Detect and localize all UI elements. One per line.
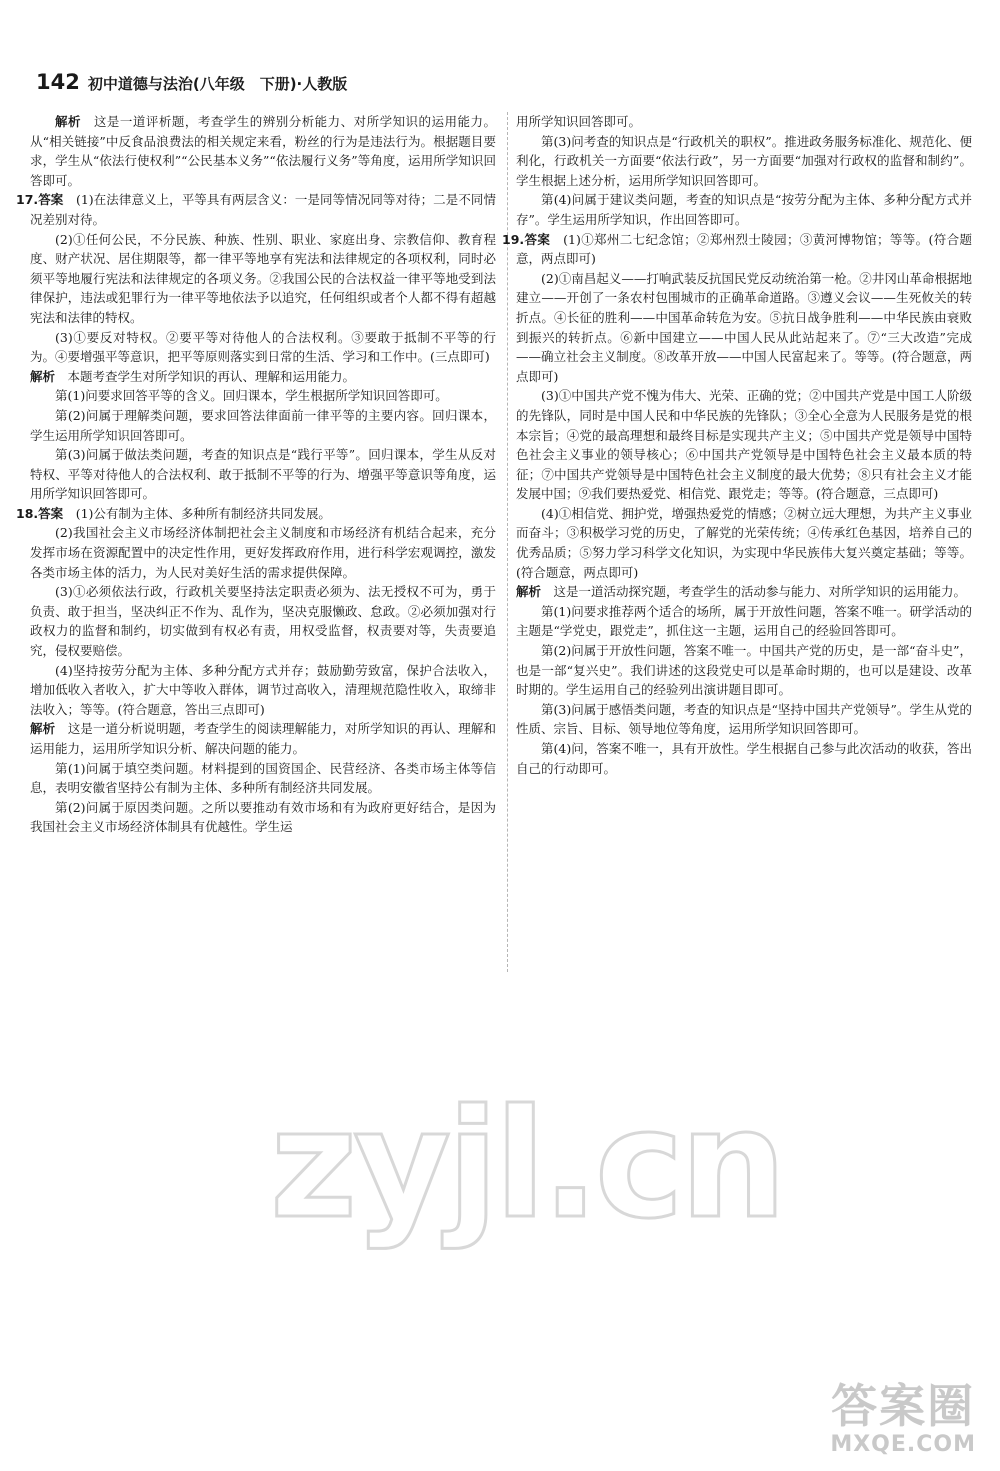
answer-18-heading bbox=[16, 504, 496, 524]
analysis-19-q1: 第(1)问要求推荐两个适合的场所，属于开放性问题，答案不唯一。研学活动的主题是“学党史，跟党走”，抓住这一主题，运用自己的经验回答即可。 bbox=[516, 603, 972, 639]
analysis-17-q3: 第(3)问属于做法类问题，考查的知识点是“践行平等”。回归课本，学生从反对特权、平等对待他人的合法权利、敢于抵制不平等的行为、增强平等意识等角度，运用所学知识回答即可。 bbox=[30, 447, 496, 502]
analysis-label: 解析 bbox=[516, 584, 542, 600]
answer-18-part1: (1)公有制为主体、多种所有制经济共同发展。 bbox=[75, 505, 331, 521]
analysis-17-heading bbox=[30, 367, 496, 387]
page-number: 142 bbox=[36, 70, 80, 94]
corner-watermark-url: MXQE.COM bbox=[830, 1432, 976, 1457]
analysis-18-q2: 第(2)问属于原因类问题。之所以要推动有效市场和有为政府更好结合，是因为我国社会主义市场经济体制具有优越性。学生运 bbox=[30, 799, 496, 835]
answer-label: 答案 bbox=[38, 505, 64, 521]
analysis-19-intro: 这是一道活动探究题，考查学生的活动参与能力、对所学知识的运用能力。 bbox=[553, 584, 967, 600]
analysis-18-q1: 第(1)问属于填空类问题。材料提到的国资国企、民营经济、各类市场主体等信息，表明安徽省坚持公有制为主体、多种所有制经济共同发展。 bbox=[30, 760, 496, 796]
question-number: 17. bbox=[16, 192, 39, 208]
answer-19-part2: (2)①南昌起义——打响武装反抗国民党反动统治第一枪。②井冈山革命根据地建立——开创了一条农村包围城市的正确革命道路。③遵义会议——生死攸关的转折点。④长征的胜利——中国革命转危为安。⑤抗日战争胜利——中华民族由衰败到振兴的转折点。⑥新中国建立——中国人民从此站起来了。⑦“三大改造”完成——确立社会主义制度。⑧改革开放——中国人民富起来了。等等。(符合题意，两点即可) bbox=[516, 270, 972, 384]
answer-19-heading bbox=[502, 230, 972, 269]
analysis-18-q3: 第(3)问考查的知识点是“行政机关的职权”。推进政务服务标准化、规范化、便利化，行政机关一方面要“依法行政”，另一方面要“加强对行政权的监督和制约”。学生根据上述分析，运用所学知识回答即可。 bbox=[516, 133, 972, 188]
analysis-18-q2-continued: 用所学知识回答即可。 bbox=[516, 114, 642, 129]
analysis-label: 解析 bbox=[55, 114, 81, 129]
analysis-17-q1: 第(1)问要求回答平等的含义。回归课本，学生根据所学知识回答即可。 bbox=[55, 388, 448, 404]
question-number: 18. bbox=[16, 505, 39, 521]
corner-watermark-logo: 答案圈 bbox=[831, 1379, 976, 1434]
analysis-text: 这是一道评析题，考查学生的辨别分析能力、对所学知识的运用能力。从“相关链接”中反食品浪费法的相关规定来看，粉丝的行为是违法行为。根据题目要求，学生从“依法行使权利”“公民基本义务”“依法履行义务”等角度，运用所学知识回答即可。 bbox=[30, 114, 496, 188]
analysis-18-q4: 第(4)问属于建议类问题，考查的知识点是“按劳分配为主体、多种分配方式并存”。学生运用所学知识，作出回答即可。 bbox=[516, 192, 972, 227]
analysis-19-heading bbox=[516, 582, 972, 602]
analysis-18-intro: 这是一道分析说明题，考查学生的阅读理解能力，对所学知识的再认、理解和运用能力，运用所学知识分析、解决问题的能力。 bbox=[30, 721, 496, 756]
answer-17-part2: (2)①任何公民，不分民族、种族、性别、职业、家庭出身、宗教信仰、教育程度、财产状况、居住期限等，都一律平等地享有宪法和法律规定的各项权利，同时必须平等地履行宪法和法律规定的各项义务。②我国公民的合法权益一律平等地受到法律保护，违法或犯罪行为一律平等地依法予以追究，任何组织或者个人都不得有超越宪法和法律的特权。 bbox=[30, 231, 496, 325]
answer-18-part2: (2)我国社会主义市场经济体制把社会主义制度和市场经济有机结合起来，充分发挥市场在资源配置中的决定性作用，更好发挥政府作用，进行科学宏观调控，激发各类市场主体的活力，为人民对美好生活的需求提供保障。 bbox=[30, 525, 496, 580]
analysis-19-q3: 第(3)问属于感悟类问题，考查的知识点是“坚持中国共产党领导”。学生从党的性质、宗旨、目标、领导地位等角度，运用所学知识回答即可。 bbox=[516, 701, 972, 737]
question-number: 19. bbox=[502, 231, 525, 247]
analysis-label: 解析 bbox=[30, 721, 56, 737]
answer-17-heading bbox=[16, 190, 496, 229]
analysis-17-q2: 第(2)问属于理解类问题，要求回答法律面前一律平等的主要内容。回归课本，学生运用所学知识回答即可。 bbox=[30, 407, 496, 443]
answer-19-part3: (3)①中国共产党不愧为伟大、光荣、正确的党；②中国共产党是中国工人阶级的先锋队，同时是中国人民和中华民族的先锋队；③全心全意为人民服务是党的根本宗旨；④党的最高理想和最终目标是实现共产主义；⑤中国共产党是领导中国特色社会主义事业的领导核心；⑥中国共产党领导是中国特色社会主义最本质的特征；⑦中国共产党领导是中国特色社会主义制度的最大优势；⑧只有社会主义才能发展中国；⑨我们要热爱党、相信党、跟党走；等等。(符合题意，三点即可) bbox=[516, 388, 972, 502]
analysis-label: 解析 bbox=[30, 368, 56, 384]
left-column bbox=[16, 112, 496, 972]
answer-17-part1: (1)在法律意义上，平等具有两层含义：一是同等情况同等对待；二是不同情况差别对待。 bbox=[30, 192, 496, 227]
analysis-17-intro: 本题考查学生对所学知识的再认、理解和运用能力。 bbox=[67, 368, 356, 384]
answer-18-part3: (3)①必须依法行政，行政机关要坚持法定职责必须为、法无授权不可为，勇于负责、敢于担当，坚决纠正不作为、乱作为，坚决克服懒政、怠政。②必须加强对行政权力的监督和制约，切实做到有权必有责，用权受监督，权责要对等，失责要追究，侵权要赔偿。 bbox=[30, 584, 496, 659]
analysis-19-q2: 第(2)问属于开放性问题，答案不唯一。中国共产党的历史，是一部“奋斗史”，也是一部“复兴史”。我们讲述的这段党史可以是革命时期的，也可以是建设、改革时期的。学生运用自己的经验列出演讲题目即可。 bbox=[516, 643, 972, 698]
analysis-16 bbox=[30, 112, 496, 190]
answer-label: 答案 bbox=[524, 231, 551, 247]
analysis-18-heading bbox=[30, 719, 496, 758]
page-header bbox=[36, 70, 347, 94]
answer-18-part4: (4)坚持按劳分配为主体、多种分配方式并存；鼓励勤劳致富，保护合法收入，增加低收入者收入，扩大中等收入群体，调节过高收入，清理规范隐性收入，取缔非法收入；等等。(符合题意，答出三点即可) bbox=[30, 662, 496, 717]
book-title: 初中道德与法治(八年级 下册)·人教版 bbox=[87, 75, 348, 93]
answer-19-part4: (4)①相信党、拥护党，增强热爱党的情感；②树立远大理想，为共产主义事业而奋斗；③积极学习党的历史，了解党的光荣传统；④传承红色基因，培养自己的优秀品质；⑤努力学习科学文化知识，为实现中华民族伟大复兴奠定基础；等等。(符合题意，两点即可) bbox=[516, 505, 972, 580]
watermark-zyjl: zyjl.cn bbox=[270, 1078, 783, 1252]
answer-label: 答案 bbox=[38, 192, 64, 208]
answer-19-part1: (1)①郑州二七纪念馆；②郑州烈士陵园；③黄河博物馆；等等。(符合题意，两点即可) bbox=[516, 231, 972, 267]
corner-watermark bbox=[830, 1381, 976, 1457]
right-column bbox=[502, 112, 972, 776]
answer-17-part3: (3)①要反对特权。②要平等对待他人的合法权利。③要敢于抵制不平等的行为。④要增强平等意识，把平等原则落实到日常的生活、学习和工作中。(三点即可) bbox=[30, 329, 496, 365]
analysis-19-q4: 第(4)问，答案不唯一，具有开放性。学生根据自己参与此次活动的收获，答出自己的行动即可。 bbox=[516, 741, 972, 776]
